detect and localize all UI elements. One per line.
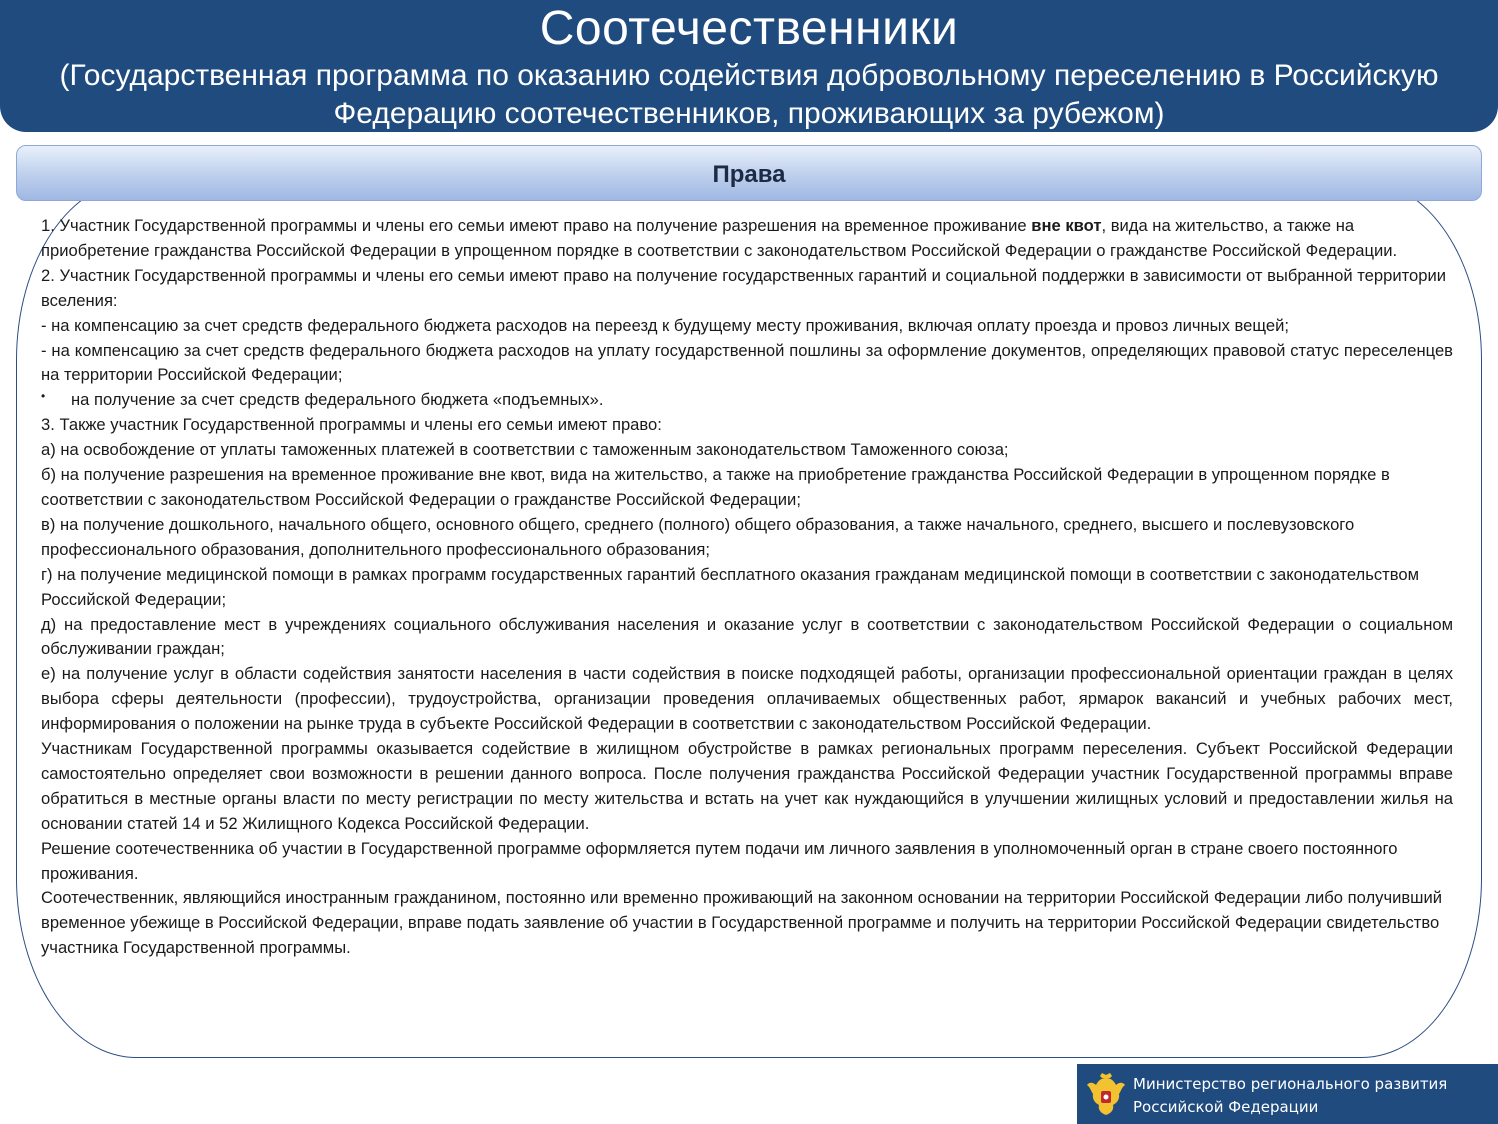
list-item: в) на получение дошкольного, начального общего, основного общего, среднего (полного) общего образования, а также начального, среднего, высшего и послевузовского профессионального образования, дополнительного профессионального образования; (41, 514, 1355, 559)
emphasis-text: вне квот (1031, 216, 1102, 235)
content-text (41, 214, 1453, 961)
paragraph-1-start: 1. Участник Государственной программы и члены его семьи имеют право на получение разрешения на временное проживание (41, 216, 1032, 235)
paragraph-4: Участникам Государственной программы оказывается содействие в жилищном обустройстве в рамках региональных программ переселения. Субъект Российской Федерации самостоятельно определяет свои возможности в решении данного вопроса. После получения гражданства Российской Федерации участник Государственной программы вправе обратиться в местные органы власти по месту регистрации по месту жительства и встать на учет как нуждающийся в улучшении жилищных условий и предоставлении жилья на основании статей 14 и 52 Жилищного Кодекса Российской Федерации. (41, 739, 1453, 833)
list-item: д) на предоставление мест в учреждениях социального обслуживания населения и оказание услуг в соответствии с законодательством Российской Федерации о социальном обслуживании граждан; (41, 614, 1453, 659)
list-item: - на компенсацию за счет средств федерального бюджета расходов на уплату государственной пошлины за оформление документов, определяющих правовой статус переселенцев на территории Российской Федерации; (41, 340, 1453, 385)
paragraph-1 (41, 214, 1453, 264)
page-subtitle: (Государственная программа по оказанию содействия добровольному переселению в Российскую Федерацию соотечественников, проживающих за рубежом) (59, 59, 1439, 130)
list-item: б) на получение разрешения на временное проживание вне квот, вида на жительство, а также на приобретение гражданства Российской Федерации в упрощенном порядке в соответствии с законодательством Российской Федерации о гражданстве Российской Федерации; (41, 465, 1390, 509)
header-banner (0, 0, 1498, 132)
list-item: е) на получение услуг в области содействия занятости населения в части содействия в поиске подходящей работы, организации профессиональной ориентации граждан в целях выбора сферы деятельности (профессии), трудоустройства, организации проведения оплачиваемых общественных работ, ярмарок вакансий и учебных рабочих мест, информирования о положении на рынке труда в субъекте Российской Федерации в соответствии с законодательством Российской Федерации. (41, 664, 1453, 734)
paragraph-5: Решение соотечественника об участии в Государственной программе оформляется путем подачи им личного заявления в уполномоченный орган в стране своего постоянного проживания. (41, 838, 1398, 883)
list-item (41, 388, 1453, 413)
ministry-footer (1077, 1064, 1498, 1124)
section-header-bar (16, 145, 1482, 201)
list-item: а) на освобождение от уплаты таможенных платежей в соответствии с таможенным законодательством Таможенного союза; (41, 440, 1009, 460)
footer-text (1133, 1073, 1447, 1119)
paragraph-2: 2. Участник Государственной программы и члены его семьи имеют право на получение государственных гарантий и социальной поддержки в зависимости от выбранной территории вселения: (41, 265, 1447, 310)
double-headed-eagle-emblem-icon (1084, 1072, 1128, 1118)
list-item-text: на получение за счет средств федерального бюджета «подъемных». (71, 390, 604, 410)
paragraph-3: 3. Также участник Государственной программы и члены его семьи имеют право: (41, 415, 662, 435)
list-item: - на компенсацию за счет средств федерального бюджета расходов на переезд к будущему месту проживания, включая оплату проезда и провоз личных вещей; (41, 315, 1289, 335)
page-title: Соотечественники (539, 2, 959, 55)
ministry-name-line2: Российской Федерации (1133, 1098, 1319, 1116)
ministry-name-line1: Министерство регионального развития (1133, 1075, 1448, 1093)
list-item: г) на получение медицинской помощи в рамках программ государственных гарантий бесплатного оказания гражданам медицинской помощи в соответствии с законодательством Российской Федерации; (41, 564, 1420, 609)
bullet-icon: • (41, 389, 46, 404)
section-title: Права (712, 161, 786, 188)
paragraph-1-end: , вида на жительство, а также на приобретение гражданства Российской Федерации в упрощенном порядке в соответствии с законодательством Российской Федерации о гражданстве Российской Федерации. (41, 216, 1398, 260)
paragraph-6: Соотечественник, являющийся иностранным гражданином, постоянно или временно проживающий на законном основании на территории Российской Федерации либо получивший временное убежище в Российской Федерации, вправе подать заявление об участии в Государственной программе и получить на территории Российской Федерации свидетельство участника Государственной программы. (41, 888, 1443, 958)
